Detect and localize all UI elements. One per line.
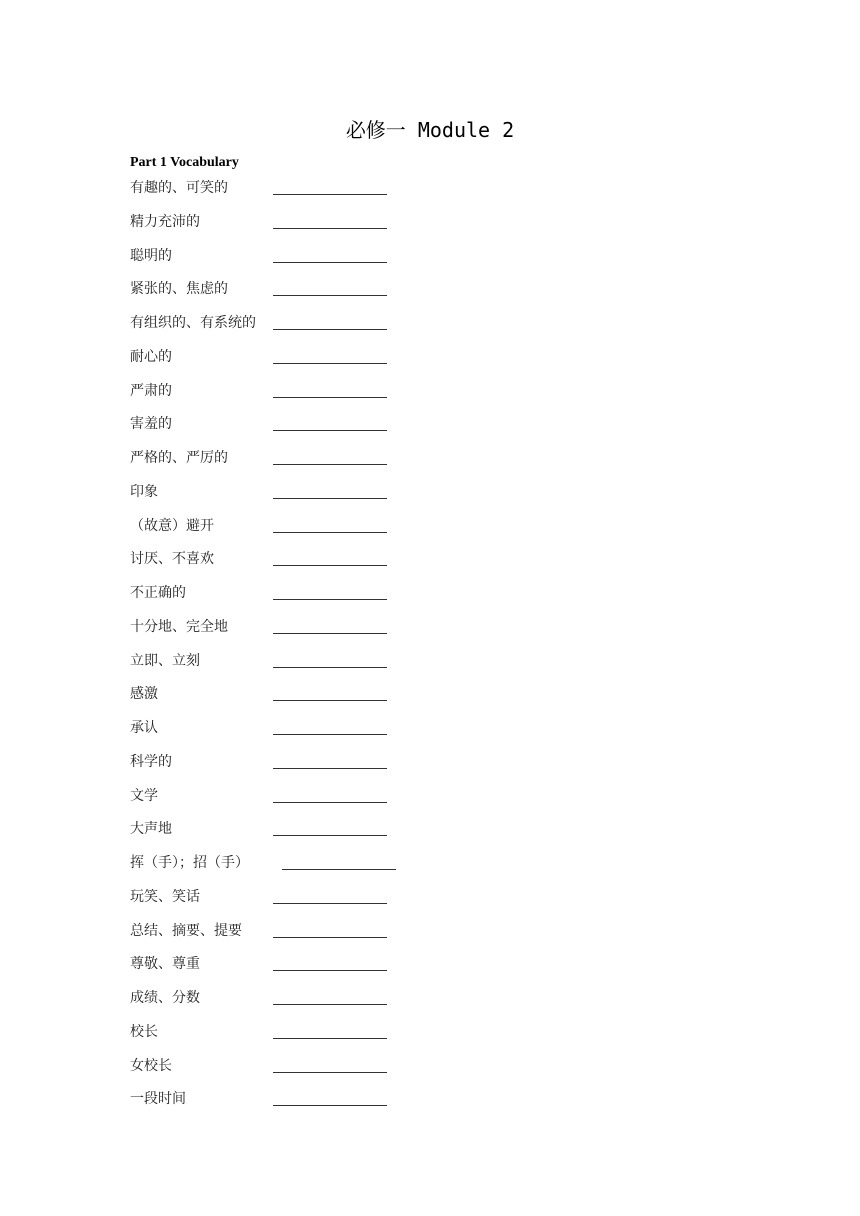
answer-blank[interactable] xyxy=(273,430,387,431)
answer-blank[interactable] xyxy=(273,633,387,634)
answer-blank[interactable] xyxy=(273,1072,387,1073)
vocab-row xyxy=(130,380,430,414)
vocab-term: 文学 xyxy=(130,787,158,804)
vocab-term: 害羞的 xyxy=(130,416,172,433)
vocab-term: 大声地 xyxy=(130,821,172,838)
vocab-row xyxy=(130,548,430,582)
answer-blank[interactable] xyxy=(273,1004,387,1005)
part-heading: Part 1 Vocabulary xyxy=(130,155,239,170)
answer-blank[interactable] xyxy=(273,498,387,499)
answer-blank[interactable] xyxy=(273,295,387,296)
vocabulary-list xyxy=(130,177,430,1122)
vocab-row xyxy=(130,852,430,886)
vocab-row xyxy=(130,920,430,954)
vocab-row xyxy=(130,953,430,987)
vocab-row xyxy=(130,447,430,481)
vocab-row xyxy=(130,650,430,684)
answer-blank[interactable] xyxy=(273,768,387,769)
vocab-row xyxy=(130,481,430,515)
vocab-row xyxy=(130,717,430,751)
page-title: 必修一 Module 2 xyxy=(345,118,515,142)
vocab-term: 感激 xyxy=(130,686,158,703)
answer-blank[interactable] xyxy=(273,464,387,465)
vocab-term: 玩笑、笑话 xyxy=(130,888,200,905)
vocab-row xyxy=(130,312,430,346)
vocab-row xyxy=(130,413,430,447)
vocab-row xyxy=(130,177,430,211)
answer-blank[interactable] xyxy=(273,194,387,195)
vocab-term: 精力充沛的 xyxy=(130,213,200,230)
vocab-row xyxy=(130,1055,430,1089)
vocab-term: 一段时间 xyxy=(130,1091,186,1108)
vocab-term: 严格的、严厉的 xyxy=(130,450,228,466)
vocab-row xyxy=(130,1088,430,1122)
vocab-term: 紧张的、焦虑的 xyxy=(130,281,228,298)
vocab-term: 立即、立刻 xyxy=(130,652,200,669)
answer-blank[interactable] xyxy=(273,363,387,364)
answer-blank[interactable] xyxy=(273,228,387,229)
vocab-term: 耐心的 xyxy=(130,348,172,365)
vocab-term: 科学的 xyxy=(130,753,172,770)
vocab-term: 总结、摘要、提要 xyxy=(130,922,242,939)
answer-blank[interactable] xyxy=(273,903,387,904)
vocab-term: 挥（手）；招（手） xyxy=(130,855,249,871)
vocab-term: 有趣的、可笑的 xyxy=(130,180,228,196)
vocab-row xyxy=(130,245,430,279)
answer-blank[interactable] xyxy=(273,667,387,668)
answer-blank[interactable] xyxy=(273,802,387,803)
vocab-term: 尊敬、尊重 xyxy=(130,956,200,973)
vocab-row xyxy=(130,818,430,852)
vocab-row xyxy=(130,515,430,549)
answer-blank[interactable] xyxy=(273,1105,387,1106)
answer-blank[interactable] xyxy=(273,565,387,566)
answer-blank[interactable] xyxy=(273,532,387,533)
answer-blank[interactable] xyxy=(273,599,387,600)
vocab-term: 不正确的 xyxy=(130,585,186,601)
vocab-term: 有组织的、有系统的 xyxy=(130,315,256,331)
vocab-row xyxy=(130,278,430,312)
vocab-row xyxy=(130,1021,430,1055)
vocab-row xyxy=(130,987,430,1021)
answer-blank[interactable] xyxy=(273,835,387,836)
answer-blank[interactable] xyxy=(273,262,387,263)
vocab-row xyxy=(130,346,430,380)
vocab-term: 十分地、完全地 xyxy=(130,618,228,635)
vocab-term: 校长 xyxy=(130,1023,158,1040)
vocab-term: 讨厌、不喜欢 xyxy=(130,551,214,568)
vocab-row xyxy=(130,683,430,717)
vocab-term: 严肃的 xyxy=(130,382,172,399)
vocab-term: 成绩、分数 xyxy=(130,990,200,1006)
vocab-row xyxy=(130,211,430,245)
answer-blank[interactable] xyxy=(273,329,387,330)
answer-blank[interactable] xyxy=(273,734,387,735)
answer-blank[interactable] xyxy=(273,970,387,971)
answer-blank[interactable] xyxy=(273,700,387,701)
vocab-row xyxy=(130,785,430,819)
vocab-row xyxy=(130,582,430,616)
vocab-row xyxy=(130,616,430,650)
vocab-row xyxy=(130,751,430,785)
vocab-term: 聪明的 xyxy=(130,247,172,264)
answer-blank[interactable] xyxy=(282,869,396,870)
vocab-term: 承认 xyxy=(130,720,158,736)
answer-blank[interactable] xyxy=(273,1038,387,1039)
vocab-term: 印象 xyxy=(130,483,158,500)
vocab-term: 女校长 xyxy=(130,1057,172,1074)
vocab-term: （故意）避开 xyxy=(130,517,214,534)
vocab-row xyxy=(130,886,430,920)
answer-blank[interactable] xyxy=(273,397,387,398)
answer-blank[interactable] xyxy=(273,937,387,938)
